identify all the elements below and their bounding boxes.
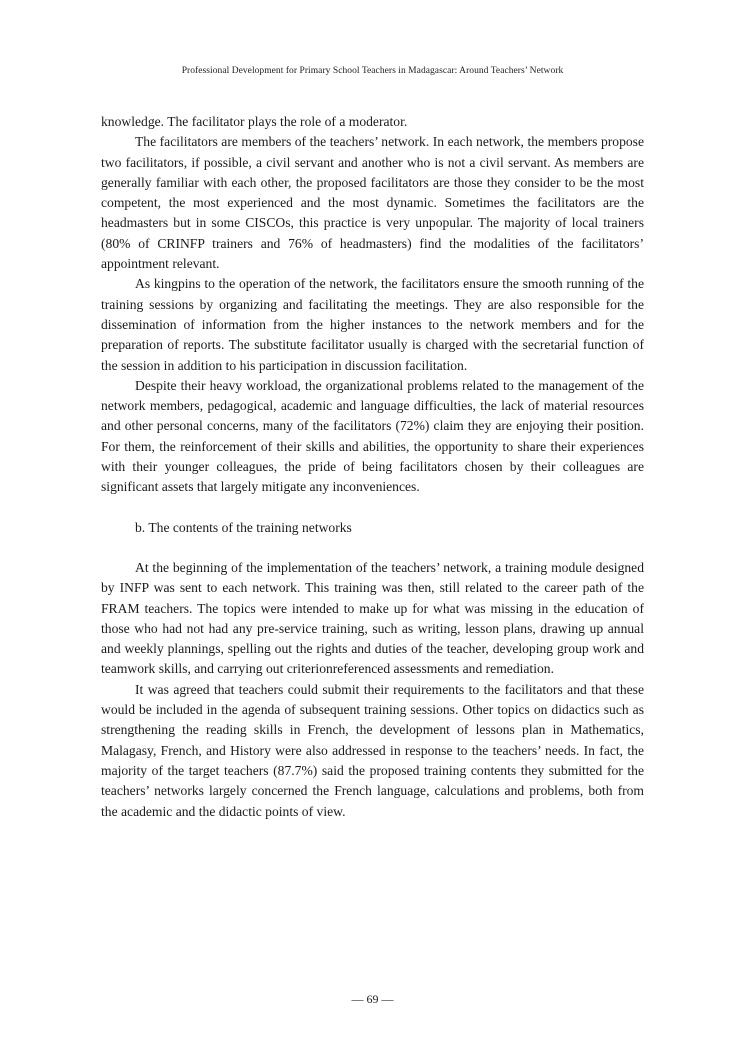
paragraph-facilitators-satisfaction: Despite their heavy workload, the organizational problems related to the management of the network members, pedagogical, academic and language difficulties, the lack of material resources and other personal concerns, many of the facilitators (72%) claim they are enjoying their position. For them, the reinforcement of their skills and abilities, the opportunity to share their experiences with their younger colleagues, the pride of being facilitators chosen by their colleagues are significant assets that largely mitigate any inconveniences.: [101, 377, 644, 495]
paragraph-facilitators-role: As kingpins to the operation of the network, the facilitators ensure the smooth running of the training sessions by organizing and facilitating the meetings. They are also responsible for the dissemination of information from the higher instances to the network members and for the preparation of reports. The substitute facilitator usually is charged with the secretarial function of the session in addition to his participation in discussion facilitation.: [101, 276, 644, 373]
paragraph-training-requirements: It was agreed that teachers could submit their requirements to the facilitators and that these would be included in the agenda of subsequent training sessions. Other topics on didactics such as strengthening the reading skills in French, the development of lessons plan in Mathematics, Malagasy, French, and History were also addressed in response to the teachers’ needs. In fact, the majority of the target teachers (87.7%) said the proposed training contents they submitted for the teachers’ networks largely concerned the French language, calculations and problems, both from the academic and the didactic points of view.: [101, 681, 644, 819]
paragraph-continuation: knowledge. The facilitator plays the role of a moderator.: [101, 114, 408, 129]
body-text: [101, 112, 644, 822]
section-heading: b. The contents of the training networks: [135, 519, 352, 535]
paragraph-facilitators-members: The facilitators are members of the teachers’ network. In each network, the members propose two facilitators, if possible, a civil servant and another who is not a civil servant. As members are generally familiar with each other, the proposed facilitators are those they consider to be the most competent, the most experienced and the most dynamic. Sometimes the facilitators are the headmasters but in some CISCOs, this practice is very unpopular. The majority of local trainers (80% of CRINFP trainers and 76% of headmasters) find the modalities of the facilitators’ appointment relevant.: [101, 134, 644, 272]
paragraph-training-module: At the beginning of the implementation of the teachers’ network, a training module designed by INFP was sent to each network. This training was then, still related to the career path of the FRAM teachers. The topics were intended to make up for what was missing in the education of those who had not had any pre-service training, such as writing, lesson plans, drawing up annual and weekly plannings, spelling out the rights and duties of the teacher, developing group work and teamwork skills, and carrying out criterionreferenced assessments and remediation.: [101, 559, 644, 677]
page-number: ― 69 ―: [351, 992, 394, 1006]
running-header: Professional Development for Primary School Teachers in Madagascar: Around Teachers’ Network: [181, 66, 564, 76]
